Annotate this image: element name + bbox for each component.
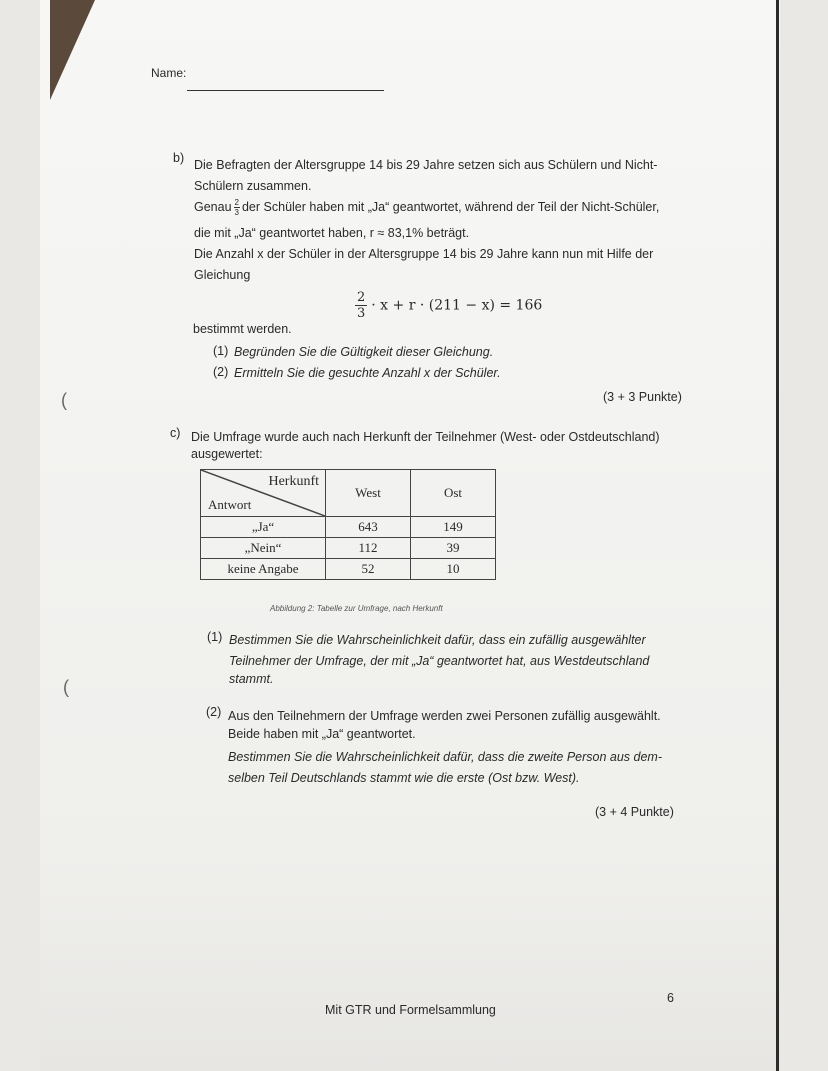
table-row [201,517,496,538]
eq-frac-numerator: 2 [357,290,366,305]
part-b-line4: die mit „Ja“ geantwortet haben, r ≈ 83,1% beträgt. [194,226,470,240]
part-b-line3-post: der Schüler haben mit „Ja“ geantwortet, während der Teil der Nicht-Schüler, [241,200,660,214]
part-b-task2: Ermitteln Sie die gesuchte Anzahl x der Schüler. [234,366,501,380]
part-c-task2-line1: Aus den Teilnehmern der Umfrage werden zwei Personen zufällig ausgewählt. [228,709,661,723]
part-c-task2-line3: Bestimmen Sie die Wahrscheinlichkeit dafür, dass die zweite Person aus dem- [228,750,663,764]
name-label: Name: [151,66,187,80]
table-row [201,538,496,559]
cell-west: 52 [326,559,411,580]
corner-bottom-label: Antwort [208,497,252,512]
name-field-line [187,90,384,91]
table-row [201,559,496,580]
part-b-points: (3 + 3 Punkte) [603,390,682,404]
part-c-task1-line3: stammt. [229,672,274,686]
margin-mark-2: ( [63,677,69,697]
part-b-line3 [194,197,659,218]
part-b-line7: bestimmt werden. [193,322,292,336]
part-b-line2: Schülern zusammen. [194,179,312,193]
dark-corner-shadow [50,0,95,100]
part-c-task2-num: (2) [206,705,222,719]
table-header-row [201,470,496,517]
frac-numerator: 2 [234,198,239,208]
part-c-points: (3 + 4 Punkte) [595,805,674,819]
cell-ost: 149 [411,517,496,538]
survey-table [200,469,496,580]
part-b-line5: Die Anzahl x der Schüler in der Altersgruppe 14 bis 29 Jahre kann nun mit Hilfe der [194,247,654,261]
margin-mark-1: ( [61,390,67,410]
part-b-label: b) [173,151,185,165]
cell-ost: 10 [411,559,496,580]
equation [355,290,542,321]
row-label: keine Angabe [201,559,326,580]
page-right-edge [776,0,779,1071]
cell-west: 643 [326,517,411,538]
equation-fraction [355,290,367,321]
frac-denominator: 3 [234,208,239,218]
row-label: „Nein“ [201,538,326,559]
eq-frac-denominator: 3 [357,306,366,321]
part-c-task1-line1: Bestimmen Sie die Wahrscheinlichkeit dafür, dass ein zufällig ausgewählter [229,633,646,647]
part-c-label: c) [170,426,181,440]
cell-west: 112 [326,538,411,559]
table-corner-cell [201,470,326,517]
equation-rest: · x + r · (211 − x) = 166 [371,297,543,314]
part-b-task1: Begründen Sie die Gültigkeit dieser Gleichung. [234,345,494,359]
part-c-task1-line2: Teilnehmer der Umfrage, der mit „Ja“ geantwortet hat, aus Westdeutschland [229,654,650,668]
part-b-line6: Gleichung [194,268,251,282]
footer-note: Mit GTR und Formelsammlung [325,1003,496,1017]
column-header-ost: Ost [411,470,496,517]
part-b-task2-num: (2) [213,365,229,379]
fraction-two-thirds [234,198,240,217]
part-b-line3-pre: Genau [194,200,232,214]
part-c-task2-line4: selben Teil Deutschlands stammt wie die erste (Ost bzw. West). [228,771,580,785]
part-c-task2-line2: Beide haben mit „Ja“ geantwortet. [228,727,416,741]
part-c-line1: Die Umfrage wurde auch nach Herkunft der Teilnehmer (West- oder Ostdeutschland) [191,430,660,444]
cell-ost: 39 [411,538,496,559]
column-header-west: West [326,470,411,517]
part-c-line2: ausgewertet: [191,447,263,461]
part-c-task1-num: (1) [207,630,223,644]
part-b-task1-num: (1) [213,344,229,358]
corner-top-label: Herkunft [268,474,319,489]
row-label: „Ja“ [201,517,326,538]
part-b-line1: Die Befragten der Altersgruppe 14 bis 29 Jahre setzen sich aus Schülern und Nicht- [194,158,658,172]
page-number: 6 [667,991,674,1005]
table-caption: Abbildung 2: Tabelle zur Umfrage, nach Herkunft [270,604,443,613]
